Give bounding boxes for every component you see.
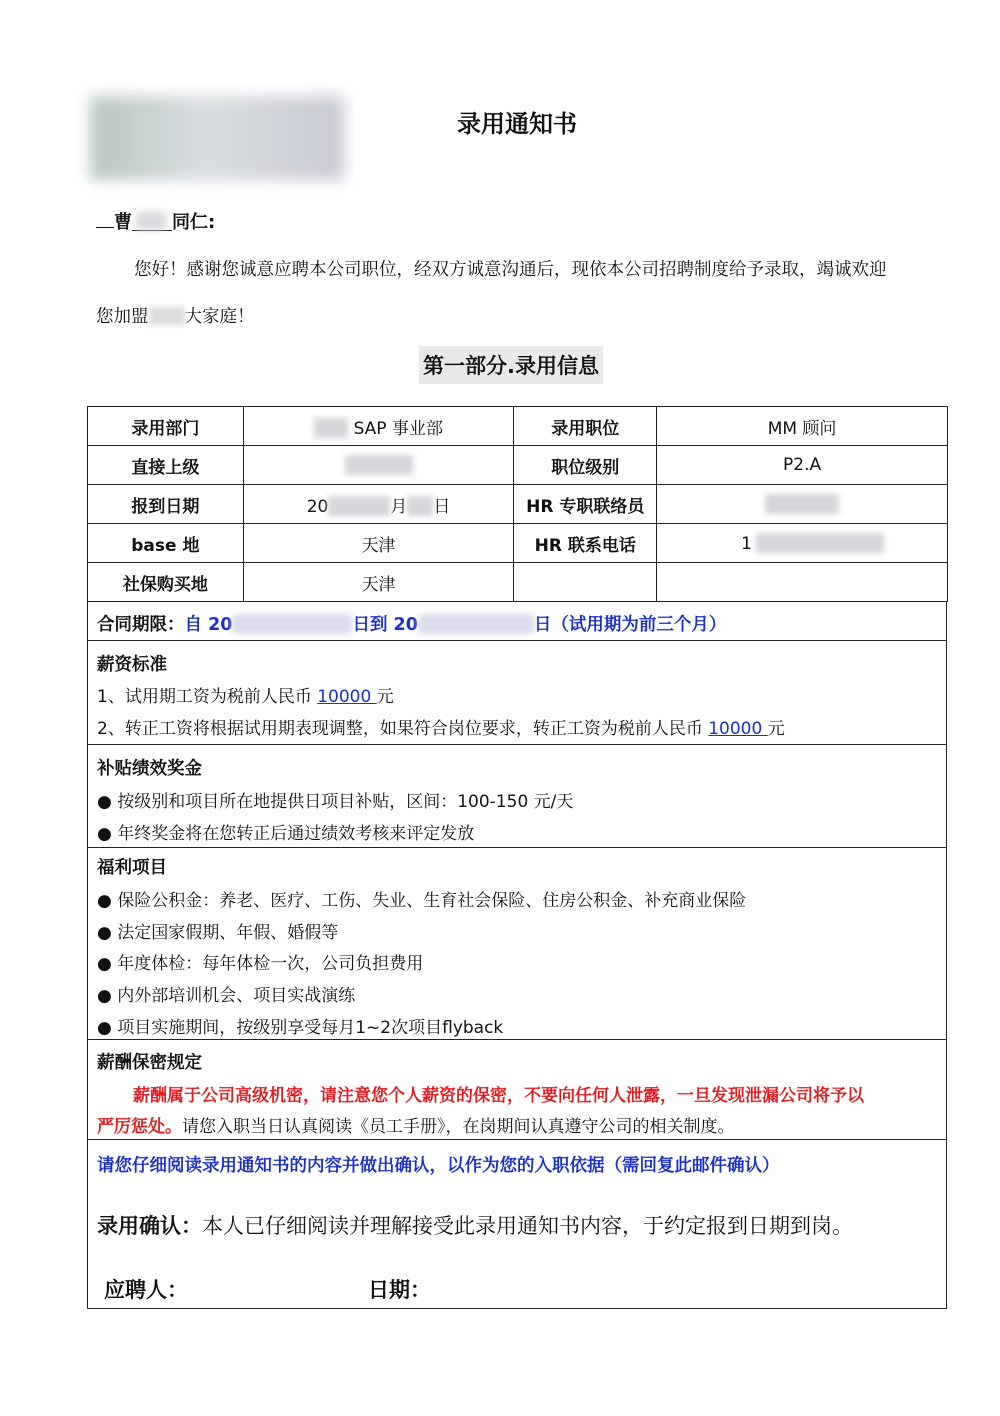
welfare-heading: 福利项目 [97,858,167,878]
document-title: 录用通知书 [457,110,577,138]
table-row [88,485,948,524]
salary-section [87,641,947,745]
list-item: ● 年终奖金将在您转正后通过绩效考核来评定发放 [97,824,475,844]
intro-line-1: 您好！感谢您诚意应聘本公司职位，经双方诚意沟通后，现依本公司招聘制度给予录取，竭诚欢迎 [134,260,887,280]
list-item: ● 按级别和项目所在地提供日项目补贴，区间：100-150 元/天 [97,792,574,812]
list-item: ● 内外部培训机会、项目实战演练 [97,986,356,1006]
date-label: 日期： [368,1278,431,1302]
list-item: ● 保险公积金：养老、医疗、工伤、失业、生育社会保险、住房公积金、补充商业保险 [97,891,747,911]
confidentiality-section [87,1040,947,1140]
salary-heading: 薪资标准 [97,655,167,675]
department-value: SAP 事业部 [243,407,514,446]
salary-line-1: 1、试用期工资为税前人民币 10000 元 [97,687,394,707]
hr-contact-value [657,485,948,524]
table-row [88,446,948,485]
table-row [88,524,948,563]
social-insurance-value: 天津 [243,563,514,602]
welfare-section [87,848,947,1040]
applicant-label: 应聘人： [104,1278,188,1302]
level-value: P2.A [657,446,948,485]
social-insurance-label: 社保购买地 [88,563,244,602]
supervisor-value [243,446,514,485]
salary-line-2: 2、转正工资将根据试用期表现调整，如果符合岗位要求，转正工资为税前人民币 10000 元 [97,719,785,739]
base-value: 天津 [243,524,514,563]
section-title: 第一部分.录用信息 [419,346,603,384]
level-label: 职位级别 [514,446,657,485]
position-label: 录用职位 [514,407,657,446]
department-label: 录用部门 [88,407,244,446]
salutation-suffix: 同仁: [172,212,216,233]
offer-info-table [87,406,948,602]
start-date-value: 20 月 日 [243,485,514,524]
list-item: ● 项目实施期间，按级别享受每月1~2次项目flyback [97,1018,504,1038]
table-row [88,563,948,602]
list-item: ● 法定国家假期、年假、婚假等 [97,923,339,943]
hr-phone-label: HR 联系电话 [514,524,657,563]
confirmation-statement: 录用确认：本人已仔细阅读并理解接受此录用通知书内容，于约定报到日期到岗。 [97,1214,853,1238]
list-item: ● 年度体检：每年体检一次，公司负担费用 [97,954,424,974]
salutation-surname: 曹 [114,212,132,233]
contract-period: 合同期限：自 20 日到 20 日（试用期为前三个月） [87,602,947,641]
salutation [96,208,215,234]
confirmation-section [87,1140,947,1309]
hr-contact-label: HR 专职联络员 [514,485,657,524]
bonus-heading: 补贴绩效奖金 [97,759,202,779]
confidentiality-warning: 薪酬属于公司高级机密，请注意您个人薪资的保密，不要向任何人泄露，一旦发现泄漏公司将予以 [133,1086,864,1106]
intro-line-2: 您加盟 大家庭！ [96,307,255,327]
start-date-label: 报到日期 [88,485,244,524]
base-label: base 地 [88,524,244,563]
position-value: MM 顾问 [657,407,948,446]
confidentiality-heading: 薪酬保密规定 [97,1053,202,1073]
bonus-section [87,745,947,848]
supervisor-label: 直接上级 [88,446,244,485]
hr-phone-value: 1 [657,524,948,563]
table-row [88,407,948,446]
confidentiality-line-2: 严厉惩处。请您入职当日认真阅读《员工手册》，在岗期间认真遵守公司的相关制度。 [97,1117,735,1137]
confirmation-notice: 请您仔细阅读录用通知书的内容并做出确认，以作为您的入职依据（需回复此邮件确认） [97,1156,780,1176]
